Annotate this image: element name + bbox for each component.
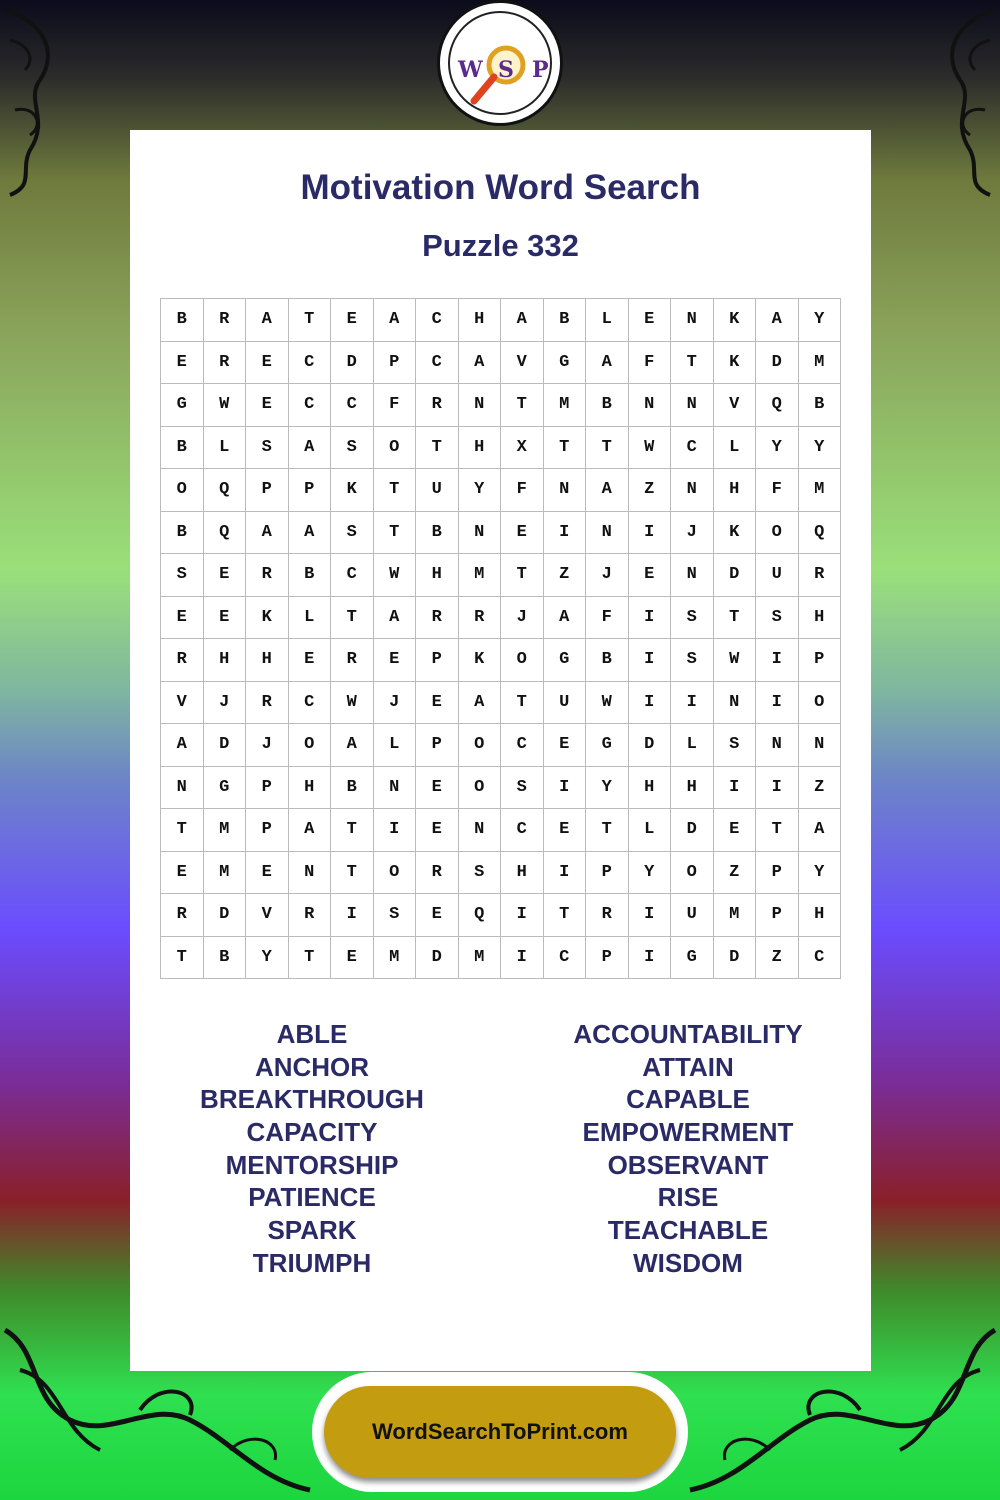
grid-cell[interactable]: M [714,894,757,937]
grid-cell[interactable]: C [289,342,332,385]
grid-cell[interactable]: G [586,724,629,767]
grid-cell[interactable]: Q [204,512,247,555]
grid-cell[interactable]: P [756,894,799,937]
word-list-item: ABLE [276,1019,348,1049]
grid-cell[interactable]: A [289,512,332,555]
grid-cell[interactable]: L [586,299,629,342]
grid-cell[interactable]: E [629,299,672,342]
grid-cell[interactable]: I [629,639,672,682]
grid-cell[interactable]: M [459,937,502,980]
grid-cell[interactable]: B [586,639,629,682]
corner-ornament-top-right [880,0,1000,200]
grid-cell[interactable]: T [756,809,799,852]
grid-cell[interactable]: T [501,384,544,427]
grid-cell[interactable]: A [586,469,629,512]
grid-cell[interactable]: H [204,639,247,682]
grid-cell[interactable]: J [246,724,289,767]
word-list-left [147,1018,477,1280]
grid-cell[interactable]: N [671,554,714,597]
grid-cell[interactable]: L [714,427,757,470]
grid-cell[interactable]: J [586,554,629,597]
grid-cell[interactable]: F [374,384,417,427]
grid-cell[interactable]: M [204,852,247,895]
grid-cell[interactable]: B [586,384,629,427]
grid-cell[interactable]: N [459,384,502,427]
grid-cell[interactable]: B [204,937,247,980]
page-title: Motivation Word Search [300,168,701,207]
grid-cell[interactable]: W [629,427,672,470]
corner-ornament-top-left [0,0,120,200]
grid-cell[interactable]: E [416,809,459,852]
grid-cell[interactable]: R [331,639,374,682]
grid-cell[interactable]: B [161,299,204,342]
grid-cell[interactable]: R [586,894,629,937]
grid-cell[interactable]: Y [799,427,842,470]
grid-cell[interactable]: Y [586,767,629,810]
grid-cell[interactable]: P [289,469,332,512]
grid-cell[interactable]: M [204,809,247,852]
word-list-item: EMPOWERMENT [582,1117,794,1148]
grid-cell[interactable]: A [246,512,289,555]
grid-cell[interactable]: T [161,937,204,980]
footer-website-link[interactable]: WordSearchToPrint.com [324,1386,676,1478]
grid-cell[interactable]: D [204,894,247,937]
grid-cell[interactable]: Y [246,937,289,980]
puzzle-number: Puzzle 332 [422,228,579,263]
grid-cell[interactable]: D [204,724,247,767]
grid-cell[interactable]: S [459,852,502,895]
grid-cell[interactable]: A [161,724,204,767]
grid-cell[interactable]: H [671,767,714,810]
grid-cell[interactable]: I [501,937,544,980]
grid-cell[interactable]: V [714,384,757,427]
grid-cell[interactable]: E [544,809,587,852]
grid-cell[interactable]: S [501,767,544,810]
grid-cell[interactable]: D [629,724,672,767]
letter-grid [160,298,841,979]
grid-cell[interactable]: T [671,342,714,385]
grid-cell[interactable]: R [246,682,289,725]
grid-cell[interactable]: C [331,384,374,427]
grid-cell[interactable]: E [161,342,204,385]
grid-cell[interactable]: R [204,299,247,342]
grid-cell[interactable]: N [671,299,714,342]
grid-cell[interactable]: I [629,894,672,937]
grid-cell[interactable]: T [374,469,417,512]
grid-cell[interactable]: B [416,512,459,555]
word-list-item: MENTORSHIP [225,1149,399,1180]
grid-cell[interactable]: R [161,639,204,682]
grid-cell[interactable]: O [501,639,544,682]
grid-cell[interactable]: H [799,597,842,640]
grid-cell[interactable]: E [714,809,757,852]
grid-cell[interactable]: S [671,639,714,682]
grid-cell[interactable]: M [459,554,502,597]
grid-cell[interactable]: N [799,724,842,767]
grid-cell[interactable]: P [586,852,629,895]
grid-cell[interactable]: Y [459,469,502,512]
grid-cell[interactable]: I [501,894,544,937]
grid-cell[interactable]: Y [799,852,842,895]
grid-cell[interactable]: S [246,427,289,470]
grid-cell[interactable]: P [246,469,289,512]
grid-cell[interactable]: A [374,597,417,640]
grid-cell[interactable]: R [416,852,459,895]
grid-cell[interactable]: G [544,342,587,385]
grid-cell[interactable]: J [374,682,417,725]
grid-cell[interactable]: E [161,597,204,640]
grid-cell[interactable]: H [246,639,289,682]
grid-cell[interactable]: I [629,512,672,555]
grid-cell[interactable]: Z [629,469,672,512]
grid-cell[interactable]: A [756,299,799,342]
grid-cell[interactable]: Z [714,852,757,895]
grid-cell[interactable]: O [756,512,799,555]
grid-cell[interactable]: H [714,469,757,512]
grid-cell[interactable]: K [714,342,757,385]
grid-cell[interactable]: W [204,384,247,427]
grid-cell[interactable]: L [289,597,332,640]
grid-cell[interactable]: S [756,597,799,640]
grid-cell[interactable]: A [246,299,289,342]
word-list-item: ACCOUNTABILITY [573,1019,803,1049]
grid-cell[interactable]: J [204,682,247,725]
grid-cell[interactable]: F [586,597,629,640]
grid-cell[interactable]: Z [756,937,799,980]
grid-cell[interactable]: N [374,767,417,810]
grid-cell[interactable]: D [671,809,714,852]
grid-cell[interactable]: E [246,342,289,385]
grid-cell[interactable]: S [714,724,757,767]
grid-cell[interactable]: C [544,937,587,980]
grid-cell[interactable]: N [586,512,629,555]
grid-cell[interactable]: A [459,682,502,725]
grid-cell[interactable]: T [544,894,587,937]
grid-cell[interactable]: C [331,554,374,597]
grid-cell[interactable]: R [289,894,332,937]
grid-cell[interactable]: J [671,512,714,555]
grid-cell[interactable]: H [799,894,842,937]
grid-cell[interactable]: W [331,682,374,725]
grid-cell[interactable]: I [671,682,714,725]
word-list-item: SPARK [267,1215,357,1246]
grid-cell[interactable]: I [331,894,374,937]
grid-cell[interactable]: I [756,639,799,682]
grid-cell[interactable]: P [246,767,289,810]
grid-cell[interactable]: B [331,767,374,810]
grid-cell[interactable]: T [501,682,544,725]
grid-cell[interactable]: I [629,597,672,640]
grid-cell[interactable]: C [416,299,459,342]
grid-cell[interactable]: F [501,469,544,512]
grid-cell[interactable]: C [501,724,544,767]
grid-cell[interactable]: D [714,554,757,597]
grid-cell[interactable]: I [629,937,672,980]
grid-cell[interactable]: P [374,342,417,385]
grid-cell[interactable]: B [544,299,587,342]
grid-cell[interactable]: E [246,384,289,427]
grid-cell[interactable]: A [374,299,417,342]
grid-cell[interactable]: Y [629,852,672,895]
grid-cell[interactable]: D [331,342,374,385]
grid-cell[interactable]: E [374,639,417,682]
logo-letter-w: W [458,57,483,83]
grid-cell[interactable]: T [161,809,204,852]
grid-cell[interactable]: K [246,597,289,640]
grid-cell[interactable]: E [331,299,374,342]
grid-cell[interactable]: B [799,384,842,427]
grid-cell[interactable]: K [331,469,374,512]
grid-cell[interactable]: N [756,724,799,767]
grid-cell[interactable]: P [586,937,629,980]
logo-letter-s: S [498,57,514,83]
grid-cell[interactable]: O [374,427,417,470]
word-list-item: RISE [657,1182,719,1213]
word-list-item: WISDOM [633,1247,743,1278]
grid-cell[interactable]: Q [204,469,247,512]
grid-cell[interactable]: P [246,809,289,852]
word-list-item: ANCHOR [254,1051,370,1082]
grid-cell[interactable]: I [544,512,587,555]
grid-cell[interactable]: C [501,809,544,852]
footer-badge [312,1372,688,1492]
grid-cell[interactable]: T [331,852,374,895]
grid-cell[interactable]: T [331,597,374,640]
grid-cell[interactable]: F [756,469,799,512]
grid-cell[interactable]: E [204,554,247,597]
grid-cell[interactable]: B [161,427,204,470]
grid-cell[interactable]: P [416,639,459,682]
word-list-item: CAPACITY [246,1117,378,1148]
grid-cell[interactable]: G [544,639,587,682]
grid-cell[interactable]: R [204,342,247,385]
word-list-item: TRIUMPH [252,1247,372,1278]
grid-cell[interactable]: E [629,554,672,597]
grid-cell[interactable]: F [629,342,672,385]
grid-cell[interactable]: K [714,299,757,342]
grid-cell[interactable]: N [161,767,204,810]
grid-cell[interactable]: O [799,682,842,725]
grid-cell[interactable]: Q [756,384,799,427]
grid-cell[interactable]: A [501,299,544,342]
grid-cell[interactable]: D [714,937,757,980]
grid-cell[interactable]: O [459,767,502,810]
grid-cell[interactable]: C [416,342,459,385]
grid-cell[interactable]: W [714,639,757,682]
grid-cell[interactable]: T [714,597,757,640]
grid-cell[interactable]: G [671,937,714,980]
grid-cell[interactable]: E [331,937,374,980]
grid-cell[interactable]: A [459,342,502,385]
grid-cell[interactable]: T [586,809,629,852]
grid-cell[interactable]: V [246,894,289,937]
puzzle-card [130,130,871,1371]
grid-cell[interactable]: U [416,469,459,512]
site-logo[interactable] [437,0,563,126]
grid-cell[interactable]: L [629,809,672,852]
grid-cell[interactable]: E [501,512,544,555]
grid-cell[interactable]: T [374,512,417,555]
grid-cell[interactable]: N [671,469,714,512]
grid-cell[interactable]: W [586,682,629,725]
grid-cell[interactable]: N [671,384,714,427]
grid-cell[interactable]: W [374,554,417,597]
grid-cell[interactable]: S [161,554,204,597]
grid-cell[interactable]: E [416,767,459,810]
grid-cell[interactable]: I [756,682,799,725]
grid-cell[interactable]: K [714,512,757,555]
grid-cell[interactable]: I [544,767,587,810]
grid-cell[interactable]: U [756,554,799,597]
grid-cell[interactable]: T [289,937,332,980]
grid-cell[interactable]: H [629,767,672,810]
grid-cell[interactable]: K [459,639,502,682]
word-list-item: ATTAIN [642,1051,734,1082]
grid-cell[interactable]: T [544,427,587,470]
grid-cell[interactable]: E [204,597,247,640]
grid-cell[interactable]: I [629,682,672,725]
grid-cell[interactable]: G [204,767,247,810]
grid-cell[interactable]: C [289,682,332,725]
grid-cell[interactable]: S [374,894,417,937]
grid-cell[interactable]: V [501,342,544,385]
grid-cell[interactable]: Z [799,767,842,810]
grid-cell[interactable]: E [246,852,289,895]
grid-cell[interactable]: H [501,852,544,895]
grid-cell[interactable]: I [544,852,587,895]
word-list-item: BREAKTHROUGH [200,1084,424,1115]
grid-cell[interactable]: E [161,852,204,895]
word-list-item: OBSERVANT [607,1149,769,1180]
grid-cell[interactable]: L [374,724,417,767]
grid-cell[interactable]: T [331,809,374,852]
grid-cell[interactable]: G [161,384,204,427]
grid-cell[interactable]: O [289,724,332,767]
grid-cell[interactable]: N [289,852,332,895]
grid-cell[interactable]: V [161,682,204,725]
word-list-item: CAPABLE [626,1084,750,1115]
grid-cell[interactable]: H [459,299,502,342]
grid-cell[interactable]: N [459,809,502,852]
grid-cell[interactable]: T [586,427,629,470]
grid-cell[interactable]: R [246,554,289,597]
grid-cell[interactable]: R [416,384,459,427]
grid-cell[interactable]: J [501,597,544,640]
grid-cell[interactable]: I [756,767,799,810]
grid-cell[interactable]: C [289,384,332,427]
grid-cell[interactable]: X [501,427,544,470]
word-list-item: PATIENCE [248,1182,376,1213]
word-list-item: TEACHABLE [607,1215,769,1246]
grid-cell[interactable]: E [416,894,459,937]
grid-cell[interactable]: A [331,724,374,767]
grid-cell[interactable]: A [544,597,587,640]
logo-ring [448,11,552,115]
grid-cell[interactable]: A [586,342,629,385]
grid-cell[interactable]: Y [799,299,842,342]
grid-cell[interactable]: U [544,682,587,725]
grid-cell[interactable]: O [671,852,714,895]
grid-cell[interactable]: H [416,554,459,597]
word-list-right [523,1018,853,1280]
grid-cell[interactable]: H [289,767,332,810]
grid-cell[interactable]: L [204,427,247,470]
grid-cell[interactable]: Y [756,427,799,470]
grid-cell[interactable]: D [416,937,459,980]
grid-cell[interactable]: C [671,427,714,470]
grid-cell[interactable]: B [161,512,204,555]
grid-cell[interactable]: N [544,469,587,512]
grid-cell[interactable]: Q [459,894,502,937]
grid-cell[interactable]: L [671,724,714,767]
grid-cell[interactable]: S [671,597,714,640]
grid-cell[interactable]: S [331,427,374,470]
grid-cell[interactable]: A [289,427,332,470]
grid-cell[interactable]: R [416,597,459,640]
grid-cell[interactable]: T [416,427,459,470]
grid-cell[interactable]: B [289,554,332,597]
grid-cell[interactable]: N [629,384,672,427]
grid-cell[interactable]: R [799,554,842,597]
grid-cell[interactable]: N [459,512,502,555]
grid-cell[interactable]: E [289,639,332,682]
grid-cell[interactable]: P [799,639,842,682]
grid-cell[interactable]: A [799,809,842,852]
grid-cell[interactable]: O [459,724,502,767]
grid-cell[interactable]: I [374,809,417,852]
grid-cell[interactable]: N [714,682,757,725]
grid-cell[interactable]: S [331,512,374,555]
grid-cell[interactable]: R [459,597,502,640]
grid-cell[interactable]: E [544,724,587,767]
grid-cell[interactable]: T [289,299,332,342]
grid-cell[interactable]: Q [799,512,842,555]
grid-cell[interactable]: E [416,682,459,725]
grid-cell[interactable]: A [289,809,332,852]
grid-cell[interactable]: M [544,384,587,427]
grid-cell[interactable]: P [416,724,459,767]
grid-cell[interactable]: U [671,894,714,937]
grid-cell[interactable]: P [756,852,799,895]
grid-cell[interactable]: D [756,342,799,385]
grid-cell[interactable]: O [374,852,417,895]
grid-cell[interactable]: I [714,767,757,810]
grid-cell[interactable]: O [161,469,204,512]
grid-cell[interactable]: M [374,937,417,980]
logo-letter-p: P [532,57,549,83]
grid-cell[interactable]: Z [544,554,587,597]
grid-cell[interactable]: H [459,427,502,470]
grid-cell[interactable]: T [501,554,544,597]
grid-cell[interactable]: M [799,469,842,512]
grid-cell[interactable]: C [799,937,842,980]
grid-cell[interactable]: M [799,342,842,385]
grid-cell[interactable]: R [161,894,204,937]
